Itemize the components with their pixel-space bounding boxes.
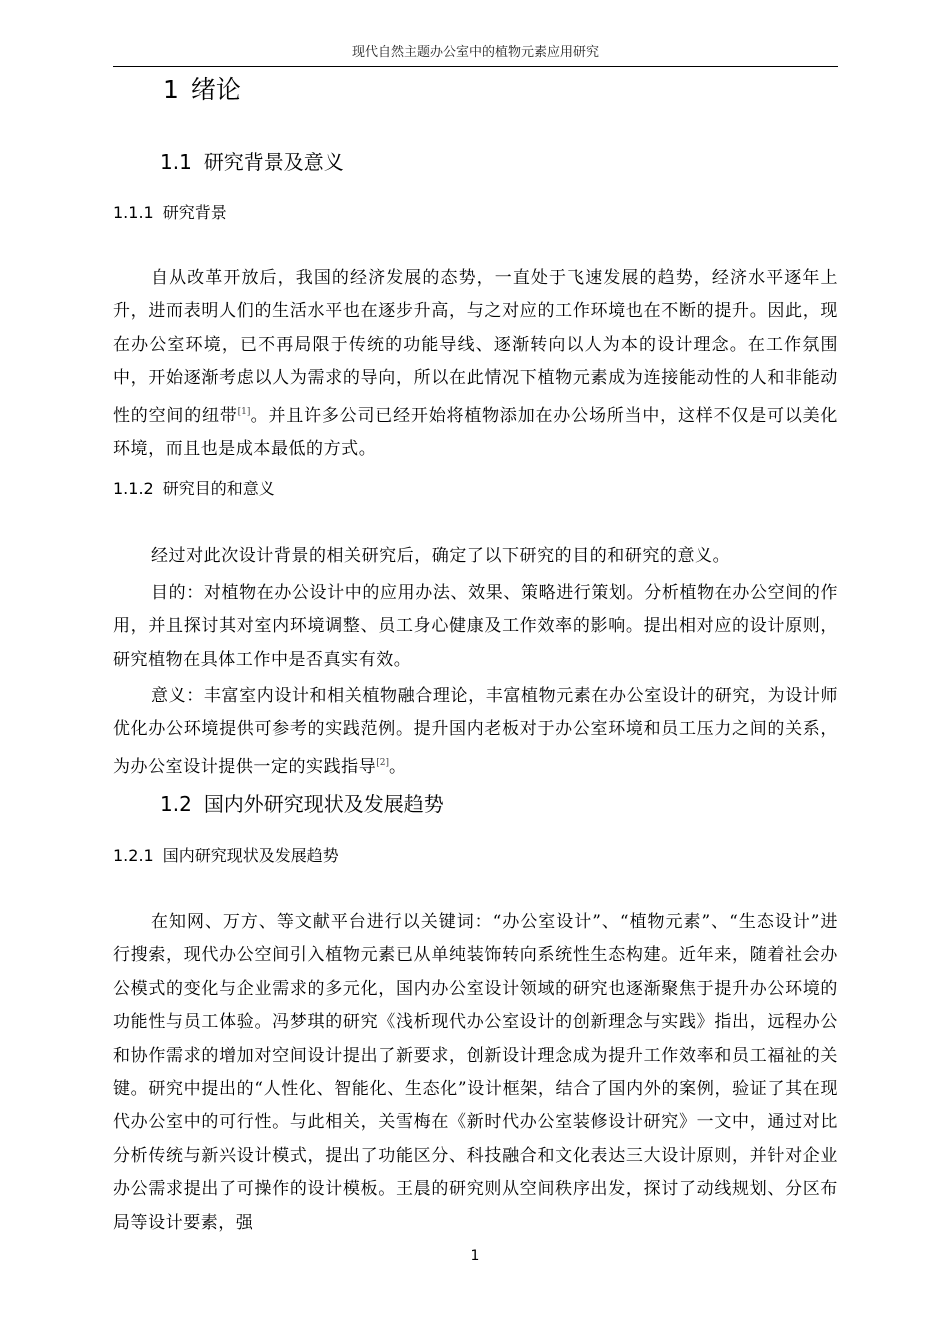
paragraph-background: 自从改革开放后，我国的经济发展的态势，一直处于飞速发展的趋势，经济水平逐年上升，进而表明人们的生活水平也在逐步升高，与之对应的工作环境也在不断的提升。因此，现在办公室环境，已不再局限于传统的功能导线、逐渐转向以人为本的设计理念。在工作氛围中，开始逐渐考虑以人为需求的导向，所以在此情况下植物元素成为连接能动性的人和非能动性的空间的纽带[1]。并且许多公司已经开始将植物添加在办公场所当中，这样不仅是可以美化环境，而且也是成本最低的方式。 [113,268,838,460]
running-header: 现代自然主题办公室中的植物元素应用研究 [351,45,599,60]
page-number: 1 [470,1248,480,1264]
section-heading-1-1: 1.1 研究背景及意义 [160,150,344,174]
chapter-heading [163,73,241,107]
header-rule [113,66,838,67]
chapter-title: 绪论 [190,75,241,104]
subsection-heading-1-1-2: 1.1.2 研究目的和意义 [113,479,275,498]
chapter-number: 1 [163,75,179,104]
subsection-heading-1-2-1: 1.2.1 国内研究现状及发展趋势 [113,846,339,865]
paragraph-purpose: 目的：对植物在办公设计中的应用办法、效果、策略进行策划。分析植物在办公空间的作用，并且探讨其对室内环境调整、员工身心健康及工作效率的影响。提出相对应的设计原则，研究植物在具体工作中是否真实有效。 [113,583,838,670]
subsection-heading-1-1-1: 1.1.1 研究背景 [113,203,227,222]
paragraph-significance: 意义：丰富室内设计和相关植物融合理论，丰富植物元素在办公室设计的研究，为设计师优化办公环境提供可参考的实践范例。提升国内老板对于办公室环境和员工压力之间的关系，为办公室设计提供一定的实践指导[2]。 [113,686,838,777]
paragraph-domestic-research: 在知网、万方、等文献平台进行以关键词：“办公室设计”、“植物元素”、“生态设计”进行搜索，现代办公空间引入植物元素已从单纯装饰转向系统性生态构建。近年来，随着社会办公模式的变化与企业需求的多元化，国内办公室设计领域的研究也逐渐聚焦于提升办公环境的功能性与员工体验。冯梦琪的研究《浅析现代办公室设计的创新理念与实践》指出，远程办公和协作需求的增加对空间设计提出了新要求，创新设计理念成为提升工作效率和员工福祉的关键。研究中提出的“人性化、智能化、生态化”设计框架，结合了国内外的案例，验证了其在现代办公室中的可行性。与此相关，关雪梅在《新时代办公室装修设计研究》一文中，通过对比分析传统与新兴设计模式，提出了功能区分、科技融合和文化表达三大设计原则，并针对企业办公需求提出了可操作的设计模板。王晨的研究则从空间秩序出发，探讨了动线规划、分区布局等设计要素，强 [113,912,838,1233]
citation-1: [1] [237,406,251,417]
citation-2: [2] [376,757,389,768]
paragraph-purpose-intro: 经过对此次设计背景的相关研究后，确定了以下研究的目的和研究的意义。 [151,546,731,566]
section-heading-1-2: 1.2 国内外研究现状及发展趋势 [160,792,444,816]
